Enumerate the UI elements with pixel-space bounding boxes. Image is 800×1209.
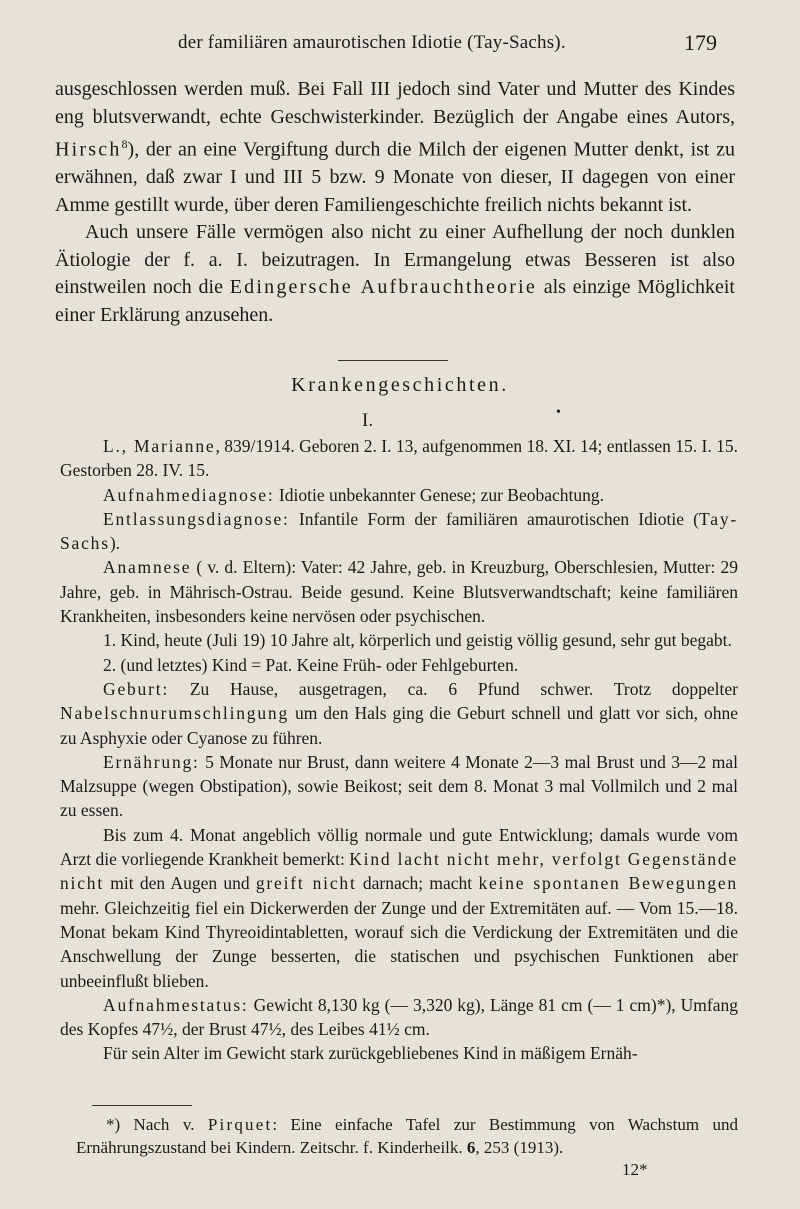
case-number: I.	[362, 410, 374, 431]
footnote-rule	[92, 1105, 192, 1106]
section-divider	[338, 360, 448, 361]
running-header	[0, 32, 800, 60]
admission-diagnosis: Aufnahmediagnose: Idiotie unbekannter Genese; zur Beobachtung.	[103, 484, 604, 505]
birth: Geburt: Zu Hause, ausgetragen, ca. 6 Pfund schwer. Trotz doppelter Nabelschnurumschlingung um den Hals ging die Geburt schnell und glatt vor sich, ohne zu Asphyxie oder Cyanose zu führen.	[60, 678, 738, 748]
condition-line: Für sein Alter im Gewicht stark zurückgebliebenes Kind in mäßigem Ernäh-	[103, 1043, 638, 1064]
anamnesis: Anamnese ( v. d. Eltern): Vater: 42 Jahre, geb. in Kreuzburg, Oberschlesien, Mutter: 29 Jahre, geb. in Mährisch-Ostrau. Beide gesund. Keine Blutsverwandtschaft; keine familiären Krankheiten, insbesonders keine nervösen oder psychischen.	[60, 557, 738, 627]
section-title: Krankengeschichten.	[291, 374, 509, 396]
first-child: 1. Kind, heute (Juli 19) 10 Jahre alt, körperlich und geistig völlig gesund, sehr gut begabt.	[103, 630, 732, 651]
running-title: der familiären amaurotischen Idiotie (Tay-Sachs).	[178, 32, 566, 53]
reference-number: 8	[121, 137, 128, 151]
intro-paragraph-1: ausgeschlossen werden muß. Bei Fall III jedoch sind Vater und Mutter des Kindes eng blutsverwandt, echte Geschwisterkinder. Bezüglich der Angabe eines Autors, Hirsch$^8$), der an eine Vergiftung durch die Milch der eigenen Mutter denkt, ist zu erwähnen, daß zwar I und III 5 bzw. 9 Monate von dieser, II dagegen von einer Amme gestillt wurde, über deren Familiengeschichte freilich nichts bekannt ist.	[55, 78, 735, 216]
footnote-text: *) Nach v. Pirquet: Eine einfache Tafel zur Bestimmung von Wachstum und Ernährungszustand bei Kindern. Zeitschr. f. Kinderheilk. 6, 253 (1913).	[76, 1115, 738, 1157]
case-history	[60, 434, 738, 1066]
intro-paragraph-2: Auch unsere Fälle vermögen also nicht zu einer Aufhellung der noch dunklen Ätiologie der f. a. I. beizutragen. In Ermangelung etwas Besseren ist also einstweilen noch die Edingersche Aufbrauchtheorie als einzige Möglichkeit einer Erklärung anzusehen.	[55, 221, 735, 326]
development: Bis zum 4. Monat angeblich völlig normale und gute Entwicklung; damals wurde vom Arzt die vorliegende Krankheit bemerkt: Kind lacht nicht mehr, verfolgt Gegenstände nicht mit den Augen und greift nicht darnach; macht keine spontanen Bewegungen mehr. Gleichzeitig fiel ein Dickerwerden der Zunge und der Extremitäten auf. — Vom 15.—18. Monat bekam Kind Thyreoidintabletten, worauf sich die Verdickung der Extremitäten und die Anschwellung der Zunge besserten, die statischen und psychischen Funktionen aber unbeeinflußt blieben.	[60, 824, 738, 991]
second-child: 2. (und letztes) Kind = Pat. Keine Früh- oder Fehlgeburten.	[103, 654, 519, 675]
case-header: L., Marianne, 839/1914. Geboren 2. I. 13, aufgenommen 18. XI. 14; entlassen 15. I. 15. Gestorben 28. IV. 15.	[60, 436, 738, 481]
intro-text	[55, 76, 735, 329]
nutrition: Ernährung: 5 Monate nur Brust, dann weitere 4 Monate 2—3 mal Brust und 3—2 mal Malzsuppe (wegen Obstipation), sowie Beikost; seit dem 8. Monat 3 mal Vollmilch und 2 mal zu essen.	[60, 751, 738, 821]
admission-status: Aufnahmestatus: Gewicht 8,130 kg (— 3,320 kg), Länge 81 cm (— 1 cm)*), Umfang des Kopfes 47½, der Brust 47½, des Leibes 41½ cm.	[60, 994, 738, 1040]
ink-dot: •	[556, 405, 561, 420]
footnote	[76, 1113, 738, 1159]
author-name: Hirsch	[55, 138, 122, 161]
discharge-diagnosis: Entlassungsdiagnose: Infantile Form der familiären amaurotischen Idiotie (Tay-Sachs).	[60, 508, 738, 554]
signature-mark: 12*	[622, 1160, 648, 1179]
page-number: 179	[684, 30, 717, 55]
